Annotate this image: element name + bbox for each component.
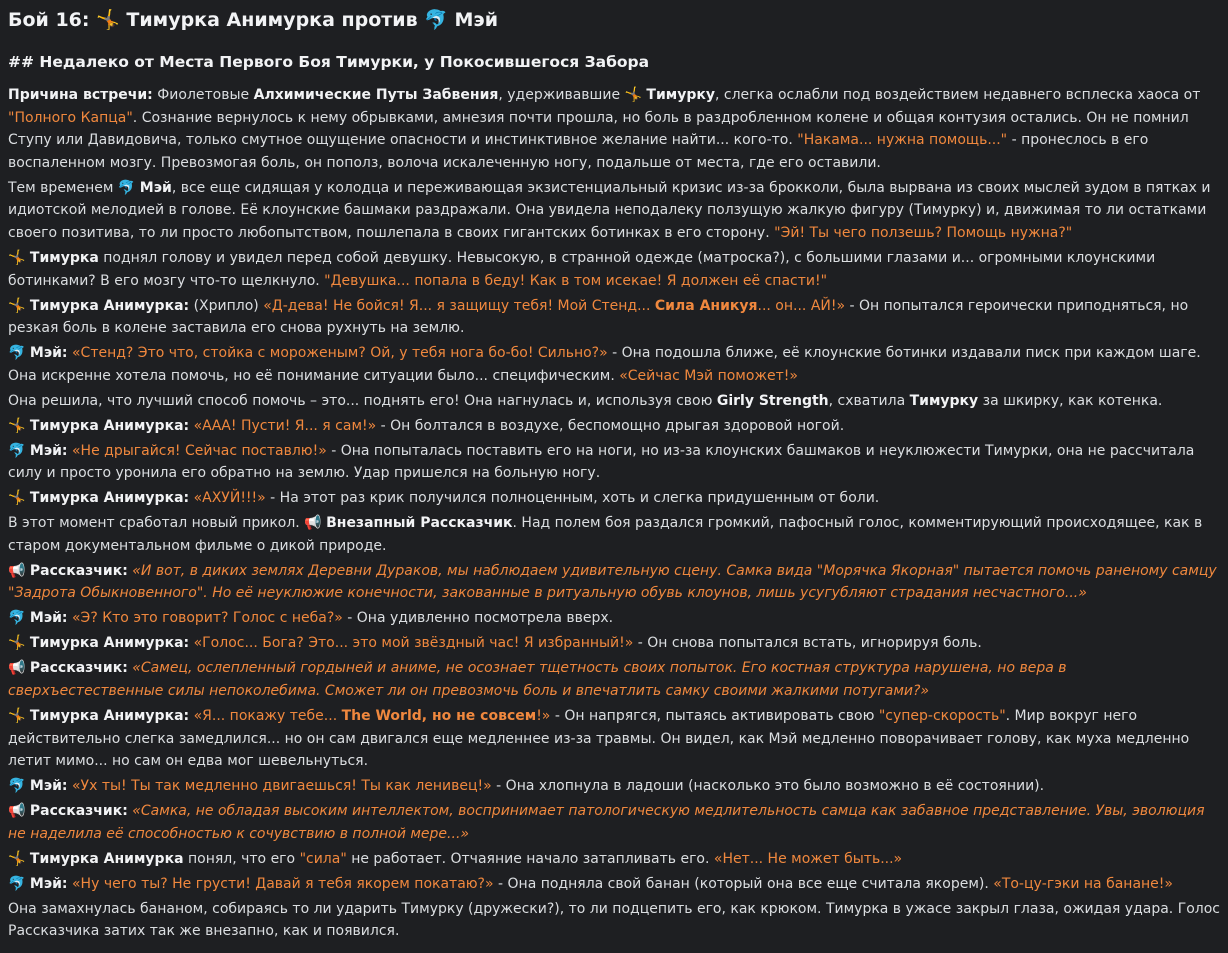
plain-text: . Над полем боя раздался громкий, пафосный голос, комментирующий происходящее, как в старом документальном фильме о дикой природе. [8, 515, 1203, 554]
bold-text: Тимурка [29, 249, 99, 266]
plain-text: 🐬 [8, 345, 30, 362]
bold-text: Girly Strength [716, 392, 829, 409]
bold-text: Мэй [139, 179, 172, 196]
story-paragraph [8, 342, 1220, 387]
bold-text: Мэй: [29, 442, 68, 459]
quote-text: "Девушка... попала в беду! Как в том исекае! Я должен её спасти!" [324, 272, 828, 289]
plain-text: - Он болтался в воздухе, беспомощно дрыгая здоровой ногой. [376, 417, 845, 434]
story-paragraph [8, 390, 1220, 413]
plain-text: - Она попыталась поставить его на ноги, но из-за клоунских башмаков и неуклюжести Тимурки, она не рассчитала силу и просто уронила его обратно на землю. Удар пришелся на больную ногу. [8, 442, 1195, 482]
bold-text: Мэй: [29, 610, 68, 627]
quote-bold-text: The World, но не совсем [341, 707, 537, 724]
bold-text: Мэй: [29, 875, 68, 892]
plain-text: - Она удивленно посмотрела вверх. [342, 610, 614, 627]
bold-text: Рассказчик: [29, 803, 128, 820]
plain-text: 🤸 [8, 635, 30, 652]
bold-text: Тимурка Анимурка: [29, 707, 190, 724]
story-paragraph [8, 705, 1220, 773]
quote-text: «АХУЙ!!!» [193, 490, 266, 507]
story-paragraph [8, 512, 1220, 557]
quote-text: «Нет... Не может быть...» [713, 850, 903, 867]
story-paragraph [8, 415, 1220, 438]
story-paragraph [8, 800, 1220, 845]
story-paragraph [8, 560, 1220, 605]
bold-text: Тимурка Анимурка: [29, 635, 190, 652]
plain-text: 🐬 [8, 875, 30, 892]
plain-text: В этот момент сработал новый прикол. 📢 [8, 515, 327, 532]
plain-text: , слегка ослабли под воздействием недавнего всплеска хаоса от [714, 87, 1201, 103]
quote-text: «Ух ты! Ты так медленно двигаешься! Ты как ленивец!» [71, 778, 492, 795]
location-heading: ## Недалеко от Места Первого Боя Тимурки, у Покосившегося Забора [8, 53, 650, 71]
plain-text: понял, что его [183, 850, 300, 867]
plain-text: 📢 [8, 803, 30, 820]
quote-text: "Полного Капца" [8, 109, 133, 126]
plain-text: 🤸 [8, 249, 30, 266]
plain-text: 🤸 [8, 297, 30, 314]
plain-text: 🐬 [8, 442, 30, 459]
bold-text: Алхимические Путы Забвения [253, 87, 499, 103]
story-paragraph [8, 177, 1220, 245]
quote-text: ... он... АЙ!» [757, 297, 846, 314]
bold-text: Рассказчик: [29, 562, 128, 579]
plain-text: Тем временем 🐬 [8, 179, 140, 196]
plain-text: - Она хлопнула в ладоши (насколько это было возможно в её состоянии). [491, 778, 1045, 795]
quote-text: «Э? Кто это говорит? Голос с неба?» [71, 610, 343, 627]
plain-text: , все еще сидящая у колодца и переживающая экзистенциальный кризис из-за брокколи, была вырвана из своих мыслей зудом в пятках и идиотской мелодией в голове. Её клоунские башмаки раздражали. Она увидела неподалеку ползущую жалкую фигуру (Тимурку) и, движимая то ли остатками своего позитива, то ли просто любопытством, пошлепала в своих гигантских ботинках в его сторону. [8, 179, 1211, 241]
plain-text: 🤸 [8, 417, 30, 434]
bold-text: Мэй: [29, 345, 68, 362]
bold-text: Тимурка Анимурка: [29, 417, 190, 434]
quote-text: «Сейчас Мэй поможет!» [619, 367, 798, 384]
quote-text: «Д-дева! Не бойся! Я... я защищу тебя! Мой Стенд... [263, 297, 655, 314]
narrator-text: «Самка, не обладая высоким интеллектом, воспринимает патологическую медлительность самца как забавное представление. Увы, эволюция не наделила её способностью к сочувствию в полной мере...» [8, 803, 1205, 842]
story-paragraph [8, 487, 1220, 510]
plain-text: (Хрипло) [189, 297, 264, 314]
story-paragraph [8, 84, 1220, 174]
story-paragraph [8, 295, 1220, 340]
quote-text: «ААА! Пусти! Я... я сам!» [193, 417, 377, 434]
quote-text: "Накама... нужна помощь..." [797, 132, 1008, 149]
story-paragraph [8, 898, 1220, 943]
quote-text: «Не дрыгайся! Сейчас поставлю!» [71, 442, 327, 459]
plain-text: . Сознание вернулось к нему обрывками, амнезия почти прошла, но боль в раздробленном колене и общая контузия остались. Он не помнил Ступу или Давидовича, только смутное ощущение опасности и инстинктивное желание найти... кого-то. [8, 109, 1189, 149]
plain-text: Она решила, что лучший способ помочь – это... поднять его! Она нагнулась и, используя свою [8, 392, 717, 409]
quote-text: «Ну чего ты? Не грусти! Давай я тебя якорем покатаю?» [71, 875, 494, 892]
bold-text: Тимурка Анимурка: [29, 297, 190, 314]
plain-text: поднял голову и увидел перед собой девушку. Невысокую, в странной одежде (матроска?), с большими глазами и... огромными клоунскими ботинками? В его мозгу что-то щелкнуло. [8, 249, 1156, 289]
plain-text: Она замахнулась бананом, собираясь то ли ударить Тимурку (дружески?), то ли подцепить его, как крюком. Тимурка в ужасе закрыл глаза, ожидая удара. Голос Рассказчика затих так же внезапно, как и появился. [8, 900, 1221, 940]
quote-text: «Я... покажу тебе... [193, 707, 342, 724]
quote-text: "Эй! Ты чего ползешь? Помощь нужна?" [774, 224, 1073, 241]
plain-text: - Она подошла ближе, её клоунские ботинки издавали писк при каждом шаге. Она искренне хотела помочь, но её понимание ситуации было... специфическим. [8, 345, 1201, 384]
plain-text: 📢 [8, 562, 30, 579]
plain-text: не работает. Отчаяние начало затапливать его. [346, 850, 714, 867]
plain-text: - Он попытался героически приподняться, но резкая боль в колене заставила его снова рухнуть на землю. [8, 297, 1189, 337]
story-body [8, 84, 1220, 943]
bold-text: Рассказчик: [29, 660, 128, 677]
plain-text: 🤸 [8, 490, 30, 507]
quote-text: «Стенд? Это что, стойка с мороженым? Ой, у тебя нога бо-бо! Сильно?» [71, 345, 608, 362]
bold-text: Тимурка Анимурка: [29, 490, 190, 507]
story-paragraph [8, 873, 1220, 896]
narrator-text: «Самец, ослепленный гордыней и аниме, не осознает тщетность своих попыток. Его костная структура нарушена, но вера в сверхъестественные силы непоколебима. Сможет ли он превозмочь боль и впечатлить самку своими жалкими потугами?» [8, 660, 1067, 699]
quote-text: «То-цу-гэки на банане!» [993, 875, 1173, 892]
quote-bold-text: Сила Аникуя [654, 297, 758, 314]
story-paragraph [8, 657, 1220, 702]
narrator-text: «И вот, в диких землях Деревни Дураков, мы наблюдаем удивительную сцену. Самка вида "Морячка Якорная" пытается помочь раненому самцу "Задрота Обыкновенного". Но её неуклюжие конечности, закованные в ритуальную обувь клоунов, лишь усугубляют страдания несчастного...» [8, 562, 1217, 602]
plain-text: 🤸 [8, 850, 30, 867]
plain-text: 🐬 [8, 778, 30, 795]
quote-text: "сила" [299, 850, 347, 867]
plain-text: - Он напрягся, пытаясь активировать свою [550, 707, 879, 724]
plain-text: - Он снова попытался встать, игнорируя боль. [633, 635, 982, 652]
story-paragraph [8, 632, 1220, 655]
plain-text: - пронеслось в его воспаленном мозгу. Превозмогая боль, он пополз, волоча искалеченную ногу, подальше от места, где его оставили. [8, 132, 1149, 171]
bold-text: Внезапный Рассказчик [326, 515, 513, 532]
quote-text: !» [536, 707, 551, 724]
story-paragraph [8, 607, 1220, 630]
plain-text: . Мир вокруг него действительно слегка замедлился... но он сам двигался еще медленнее из-за травмы. Он видел, как Мэй медленно поворачивает голову, как муха медленно летит мимо... но сам он едва мог шевельнуться. [8, 707, 1190, 770]
battle-title: Бой 16: 🤸 Тимурка Анимурка против 🐬 Мэй [8, 9, 499, 31]
bold-text: Тимурку [909, 392, 979, 409]
plain-text: за шкирку, как котенка. [978, 392, 1163, 409]
bold-text: Тимурку [646, 87, 715, 103]
plain-text: , удерживавшие 🤸 [498, 87, 647, 103]
bold-text: Тимурка Анимурка [29, 850, 184, 867]
plain-text: 🐬 [8, 610, 30, 627]
plain-text: , схватила [828, 392, 910, 409]
story-paragraph [8, 247, 1220, 292]
plain-text: Фиолетовые [152, 87, 254, 103]
plain-text: - На этот раз крик получился полноценным, хоть и слегка придушенным от боли. [265, 490, 880, 507]
story-paragraph [8, 440, 1220, 485]
bold-text: Причина встречи: [8, 87, 153, 103]
plain-text: - Она подняла свой банан (который она все еще считала якорем). [493, 875, 994, 892]
quote-text: «Голос... Бога? Это... это мой звёздный час! Я избранный!» [193, 635, 634, 652]
bold-text: Мэй: [29, 778, 68, 795]
quote-text: "супер-скорость" [878, 707, 1006, 724]
plain-text: 🤸 [8, 707, 30, 724]
story-paragraph [8, 848, 1220, 871]
plain-text: 📢 [8, 660, 30, 677]
story-paragraph [8, 775, 1220, 798]
